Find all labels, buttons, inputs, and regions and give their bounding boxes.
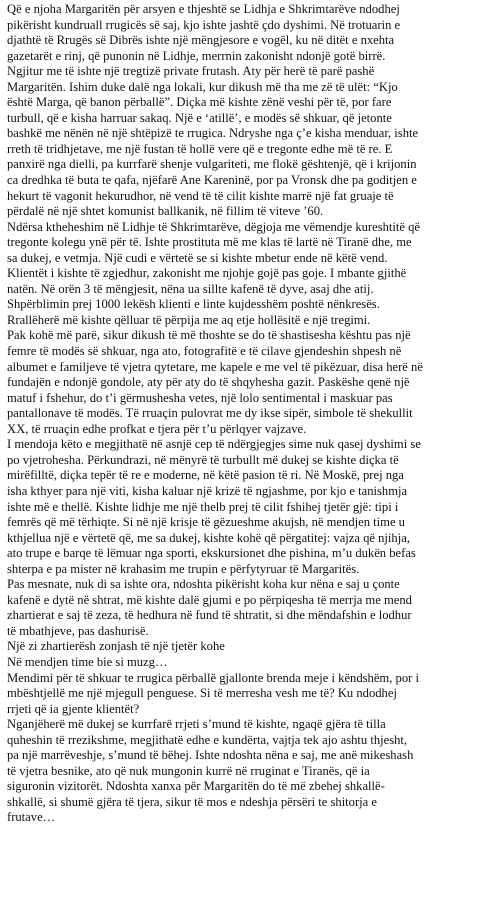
text-line: Ndërsa ktheheshim në Lidhje të Shkrimtarëve, dëgjoja me vëmendje kureshtitë që <box>7 219 421 234</box>
text-line: djathtë të Rrugës së Dibrës ishte një mëngjesore e vogël, ku në ditët e nxehta <box>7 33 395 48</box>
text-line: të mbathjeve, pas dashurisë. <box>7 623 149 638</box>
text-line: ca dredhka të buta te qafa, njëfarë Ane Kareninë, por pa Vronsk dhe pa goditjen e <box>7 173 417 188</box>
paragraph-2 <box>7 64 492 219</box>
text-line: matuf i fshehur, do t’i gërmushesha vetes, një lolo sentimental i maskuar pas <box>7 390 393 405</box>
text-line: shkallë, si shumë gjëra të tjera, sikur të mos e ndeshja përsëri te shitorja e <box>7 794 378 809</box>
text-line: Ngjitur me të ishte një tregtizë private frutash. Aty për herë të parë pashë <box>7 64 375 79</box>
paragraph-3 <box>7 220 492 267</box>
text-line: bashkë me nënën në një shtëpizë te rrugica. Ndryshe nga ç’e kisha menduar, ishte <box>7 126 419 141</box>
text-line: panxirë nga dielli, pa kurrfarë shenje vulgariteti, me flokë gështenjë, që i krijonin <box>7 157 417 172</box>
text-line: pikërisht kundruall rrugicës së saj, kjo ishte jashtë çdo dyshimi. Në trotuarin e <box>7 17 401 32</box>
paragraph-7 <box>7 577 492 639</box>
verse-quote <box>7 639 492 670</box>
text-line: sa dukej, e vetmja. Një cudi e vërtetë se si kishte mbetur ende në këtë vend. <box>7 250 388 265</box>
paragraph-1 <box>7 2 492 64</box>
text-line: siguronin vizitorët. Ndoshta xanxa për Margaritën do të më zbehej shkallë- <box>7 779 385 794</box>
text-line: turbull, që e kisha harruar sakaq. Një e ‘atillë’, e modës së shkuar, që jetonte <box>7 110 392 125</box>
text-line: XX, të rruaçin edhe profkat e tjera për t’u përlqyer vajzave. <box>7 421 307 436</box>
text-line: Nganjëherë më dukej se kurrfarë rrjeti s’mund të kishte, ngaqë gjëra të tilla <box>7 717 386 732</box>
paragraph-4 <box>7 266 492 328</box>
text-line: shterpa e pa mister në krahasim me trupin e përfytyruar të Margaritës. <box>7 561 360 576</box>
text-line: fundajën e ndonjë gondole, aty për aty do të shqyhesha gazit. Paskëshe qenë një <box>7 375 410 390</box>
text-line: Pas mesnate, nuk di sa ishte ora, ndoshta pikërisht koha kur nëna e saj u çonte <box>7 577 400 592</box>
text-line: pantallonave të modës. Të rruaçin pulovrat me dy ikse sipër, simbole të shekullit <box>7 406 413 421</box>
paragraph-9 <box>7 717 492 826</box>
text-line: rreth të tridhjetave, me një fustan të hollë vere që e tregonte edhe më të re. E <box>7 141 393 156</box>
text-line: po vjetrohesha. Përkundrazi, në mënyrë të turbullt më dukej se kishte diçka të <box>7 452 399 467</box>
text-line: tregonte kolegu ynë për të. Ishte prostituta më me klas të lartë në Tiranë dhe, me <box>7 235 412 250</box>
text-line: gazetarët e rinj, që punonin në Lidhje, merrnin zakonisht ndonjë gotë birrë. <box>7 48 386 63</box>
text-line: Në mendjen time bie si muzg… <box>7 654 168 669</box>
text-line: I mendoja këto e megjithatë në asnjë cep të ndërgjegjes sime nuk qasej dyshimi se <box>7 437 421 452</box>
text-line: Shpërblimin prej 1000 lekësh klienti e linte kujdesshëm poshtë nënkresës. <box>7 297 380 312</box>
text-line: Rrallëherë më kishte qëlluar të përpija me aq etje hollësitë e një tregimi. <box>7 312 371 327</box>
text-line: Që e njoha Margaritën për arsyen e thjeshtë se Lidhja e Shkrimtarëve ndodhej <box>7 2 400 16</box>
text-line: Klientët i kishte të zgjedhur, zakonisht me njohje gojë pas goje. I mbante gjithë <box>7 266 407 281</box>
text-line: kafenë e dytë në shtrat, më kishte dalë gjumi e po përpiqesha të merrja me mend <box>7 592 412 607</box>
text-line: Mendimi për të shkuar te rrugica përballë gjallonte brenda meje i këndshëm, por i <box>7 670 419 685</box>
text-line: hekurt të vagonit hekurudhor, në vend të të cilit kishte marrë një fat gruaje të <box>7 188 394 203</box>
text-line: përdalë në një shtet komunist ballkanik, në fillim të viteve ’60. <box>7 204 324 219</box>
text-line: frutave… <box>7 810 56 825</box>
text-line: zhartierat e saj të zeza, të hedhura në fund të shtratit, si dhe mëndafshin e lodhur <box>7 608 412 623</box>
text-line: ishte më e thellë. Kishte lidhje me një thelb prej të cilit fshihej tjetër gjë: tipi i <box>7 499 399 514</box>
text-line: rrjeti që ia gjente klientët? <box>7 701 140 716</box>
text-line: albumet e familjeve të vjetra qytetare, me kapele e me vel të pikëzuar, disa herë në <box>7 359 423 374</box>
text-line: është Marga, që banon përballë”. Diçka më kishte zënë veshi për të, por fare <box>7 95 392 110</box>
text-line: mbështjellë me një mjegull penguese. Si të merresha vesh me të? Ku ndodhej <box>7 686 397 701</box>
text-line: mirëfilltë, diçka tepër të re e moderne, në këtë pasion të ri. Në Moskë, prej nga <box>7 468 404 483</box>
text-line: Pak kohë më parë, sikur dikush të më thoshte se do të shastisesha kështu pas një <box>7 328 411 343</box>
text-line: natën. Në orën 3 të mëngjesit, nëna ua sillte kafenë të dyve, asaj dhe atij. <box>7 281 374 296</box>
text-line: pa një marrëveshje, s’mund të bëhej. Ishte ndoshta nëna e saj, me anë mikeshash <box>7 748 414 763</box>
paragraph-8 <box>7 671 492 718</box>
paragraph-6 <box>7 437 492 577</box>
text-line: quheshin të rrezikshme, megjithatë edhe e kundërta, vajtja tek ajo ashtu thjesht, <box>7 732 408 747</box>
text-line: Margaritën. Ishim duke dalë nga lokali, kur dikush më tha me zë të ulët: “Kjo <box>7 79 398 94</box>
text-line: isha kthyer para një viti, kisha kaluar një krizë të ngjashme, por kjo e tanishmja <box>7 483 408 498</box>
text-line: ato trupe e barqe të lëmuar nga sporti, ekskursionet dhe pishina, m’u dukën befas <box>7 546 416 561</box>
paragraph-5 <box>7 328 492 437</box>
text-line: femrës që më tërhiqte. Si në një krisje të gëzueshme akujsh, në mendjen time u <box>7 515 405 530</box>
text-line: kthjellua një e vërtetë që, me sa dukej, kishte kohë që përgatitej: vajza që njihja, <box>7 530 410 545</box>
text-line: femre të modës së shkuar, nga ato, fotografitë e të cilave gjendeshin shpesh në <box>7 344 402 359</box>
text-line: Një zi zhartierësh zonjash të një tjetër kohe <box>7 639 225 654</box>
text-line: të vjetra besnike, ato që nuk mungonin kurrë në rruginat e Tiranës, që ia <box>7 763 370 778</box>
